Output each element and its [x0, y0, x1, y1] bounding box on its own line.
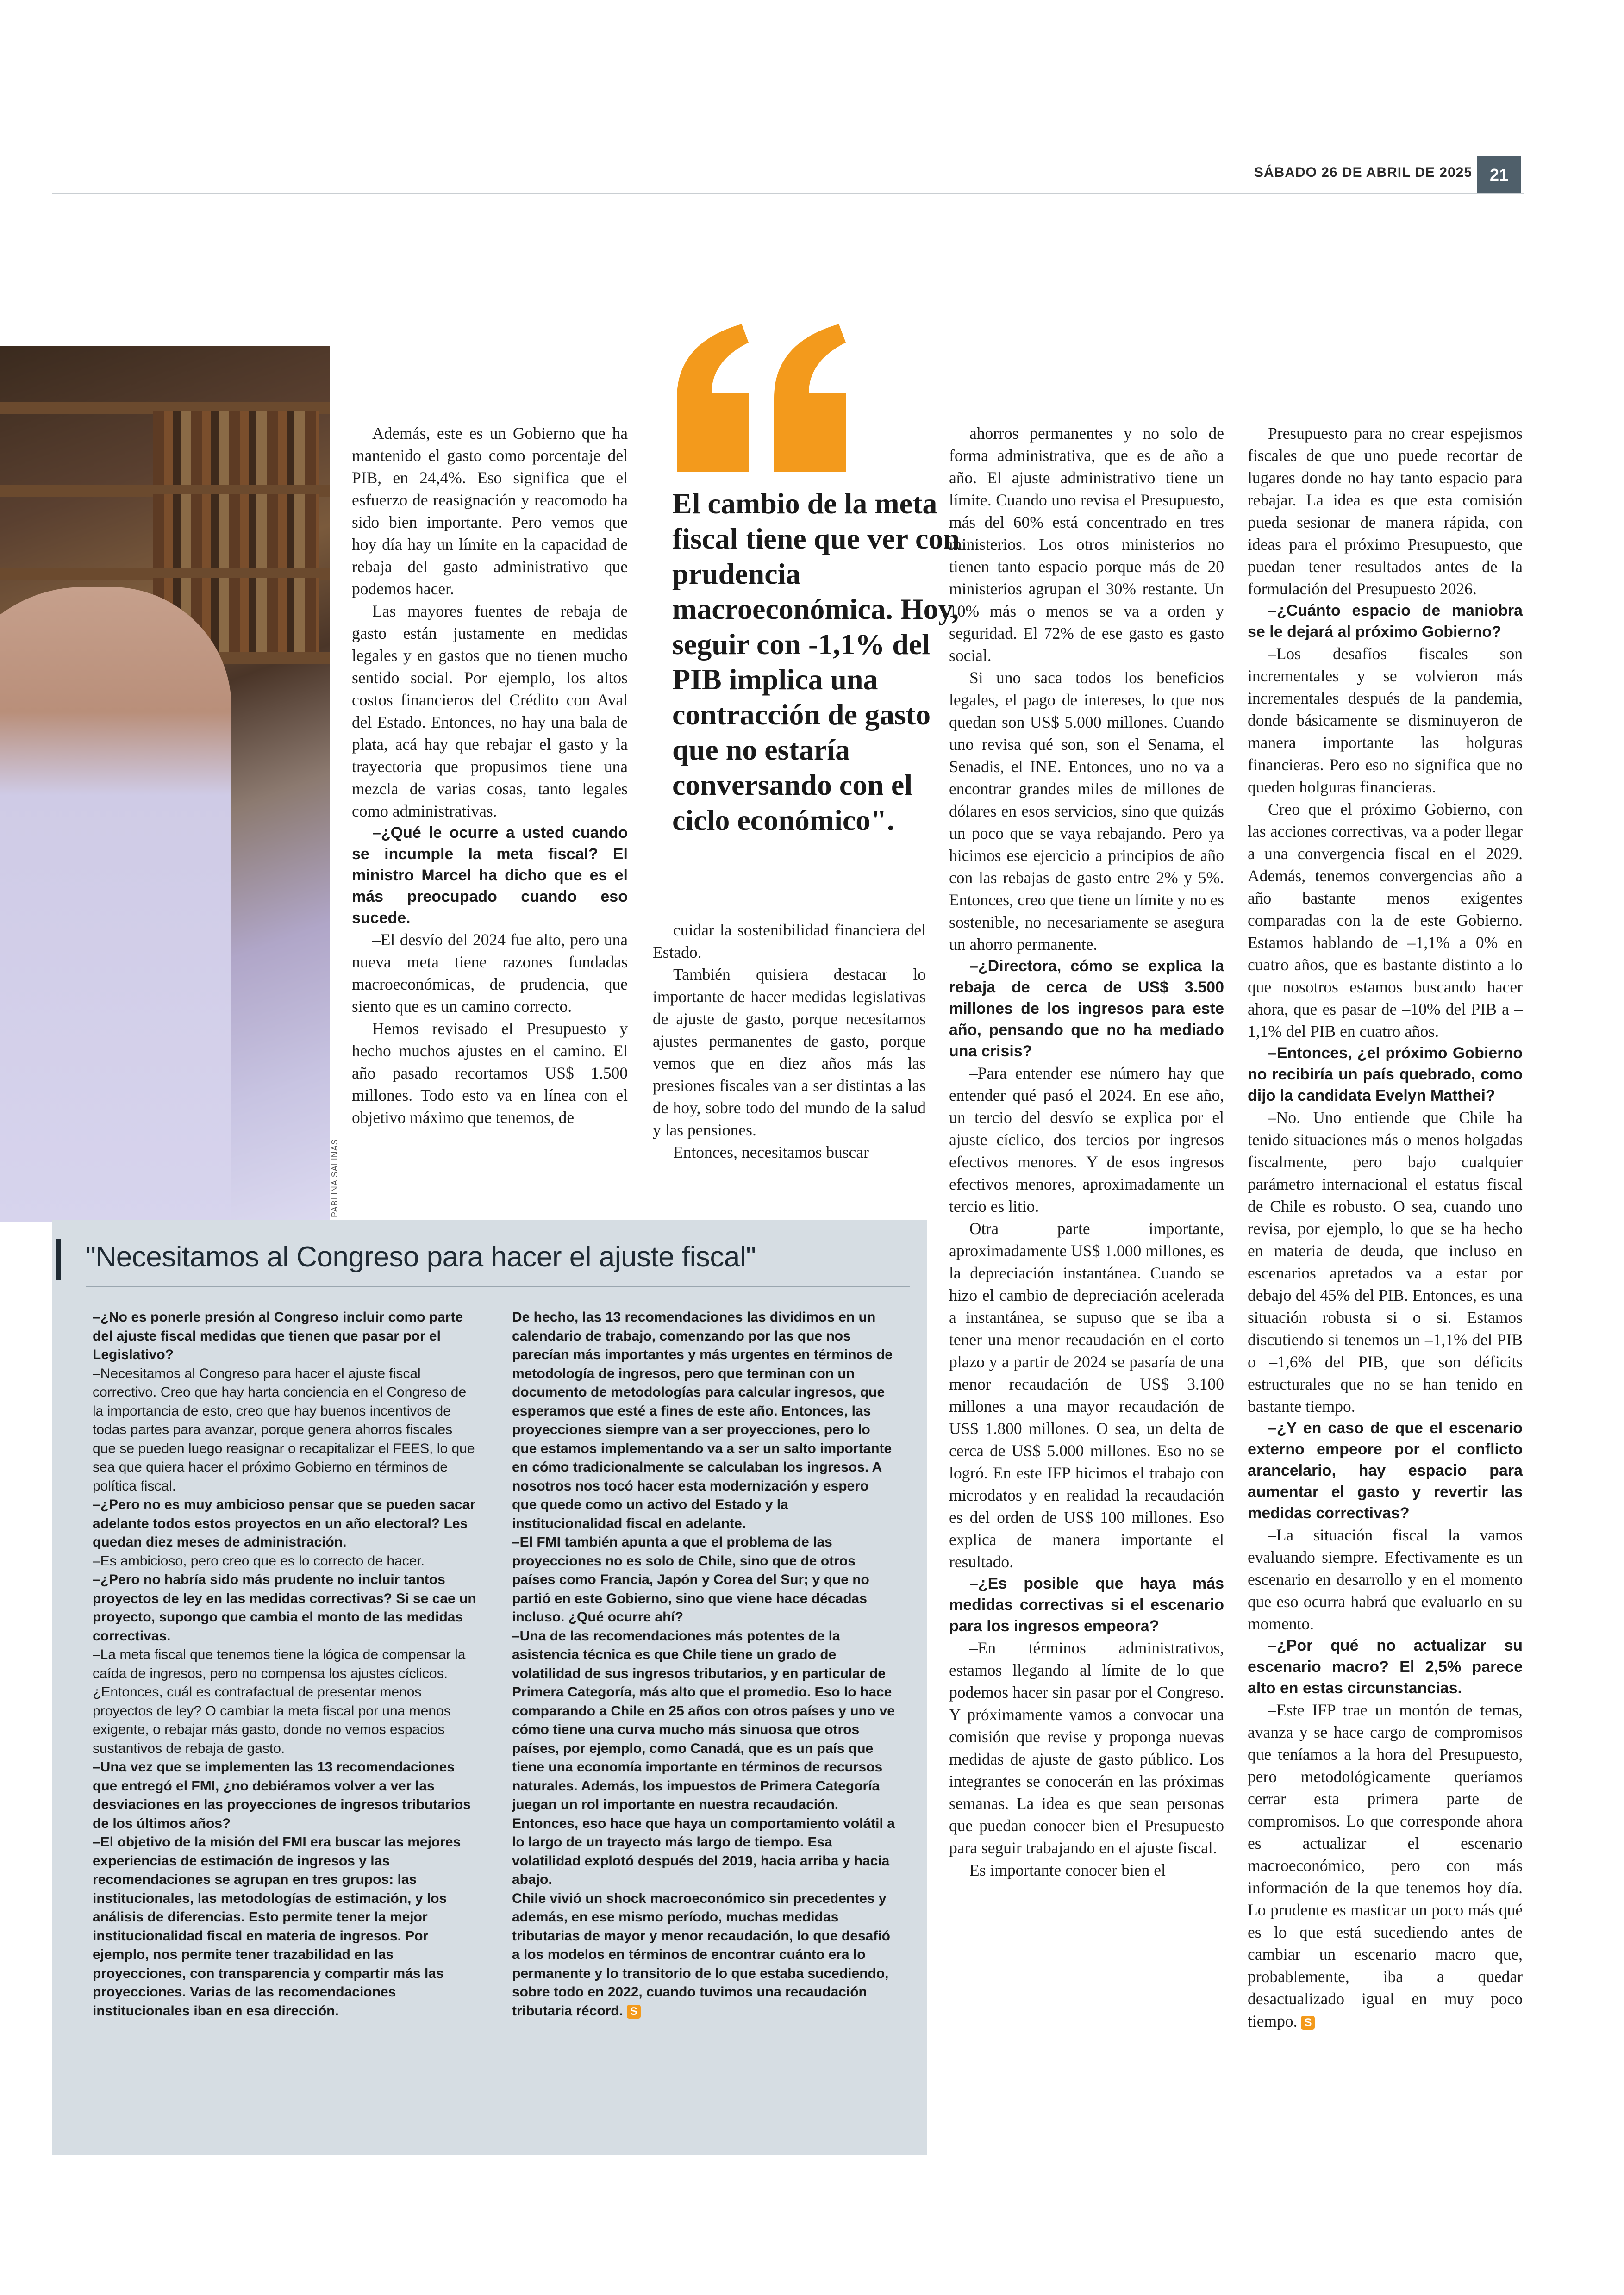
answer-paragraph: Es importante conocer bien el — [969, 1861, 1166, 1879]
answer-paragraph: –Es ambicioso, pero creo que es lo correcto de hacer. — [93, 1553, 425, 1569]
sidebar-title: "Necesitamos al Congreso para hacer el ajuste fiscal" — [86, 1241, 756, 1273]
question-paragraph: –El objetivo de la misión del FMI era buscar las mejores experiencias de estimación de ingresos y las recomendaciones se agrupan en tres grupos: las institucionales, las metodologías de estimación, y los análisis de diferencias. Esto permite tener la mejor institucionalidad fiscal en materia de ingresos. Por ejemplo, nos permite tener trazabilidad en las proyecciones, con transparencia y compartir más las proyecciones. Varias de las recomendaciones institucionales iban en esa dirección. — [93, 1834, 461, 2019]
answer-paragraph: –Para entender ese número hay que entender qué pasó el 2024. En ese año, un tercio del desvío se explica por el ajuste cíclico, dos tercios por ingresos efectivos menores. Y de esos ingresos efectivos menores, aproximadamente un tercio es litio. — [949, 1064, 1224, 1216]
question-paragraph: –¿Directora, cómo se explica la rebaja de cerca de US$ 3.500 millones de los ingresos para este año, pensando que no ha mediado una crisis? — [949, 957, 1224, 1060]
article-column-4 — [1248, 422, 1523, 2032]
person-figure — [0, 587, 231, 1222]
question-paragraph: –¿Pero no es muy ambicioso pensar que se pueden sacar adelante todos estos proyectos en un año electoral? Les quedan diez meses de administración. — [93, 1497, 475, 1550]
question-paragraph: –¿Pero no habría sido más prudente no incluir tantos proyectos de ley en las medidas correctivas? Si se cae un proyecto, supongo que cambia el monto de las medidas correctivas. — [93, 1572, 476, 1644]
answer-paragraph: Creo que el próximo Gobierno, con las acciones correctivas, va a poder llegar a una convergencia fiscal en el 2029. Además, tenemos convergencias año a año bastante menos exigentes comparadas con la de este Gobierno. Estamos hablando de –1,1% a 0% en cuatro años, que es bastante distinto a lo que nosotros estamos buscando hacer ahora, que es pasar de –10% del PIB a –1,1% del PIB en cuatro años. — [1248, 800, 1523, 1041]
question-paragraph: –¿Por qué no actualizar su escenario macro? El 2,5% parece alto en estas circunstancias. — [1248, 1637, 1523, 1697]
question-paragraph: –Una vez que se implementen las 13 recomendaciones que entregó el FMI, ¿no debiéramos volver a ver las desviaciones en las proyecciones de ingresos tributarios de los últimos años? — [93, 1759, 471, 1831]
question-paragraph: –¿No es ponerle presión al Congreso incluir como parte del ajuste fiscal medidas que tienen que pasar por el Legislativo? — [93, 1310, 463, 1362]
article-column-1 — [352, 422, 628, 1129]
answer-paragraph: También quisiera destacar lo importante de hacer medidas legislativas de ajuste de gasto, porque necesitamos ajustes permanentes de gasto, porque vemos que en diez años más las presiones fiscales van a ser distintas a las de hoy, sobre todo del mundo de la salud y las pensiones. — [653, 965, 926, 1139]
sidebar-rule — [86, 1286, 910, 1287]
header-rule — [52, 193, 1524, 194]
answer-paragraph: –Los desafíos fiscales son incrementales y se volvieron más incrementales después de la pandemia, donde básicamente se disminuyeron de manera importante las holguras financieras. Pero eso no significa que no queden holguras financieras. — [1248, 644, 1523, 796]
question-paragraph: –¿Es posible que haya más medidas correctivas si el escenario para los ingresos empeora? — [949, 1575, 1224, 1635]
sidebar-column-1 — [93, 1308, 477, 2021]
quote-mark-icon — [672, 324, 857, 477]
answer-paragraph: –No. Uno entiende que Chile ha tenido situaciones más o menos holgadas fiscalmente, pero bajo cualquier parámetro internacional el estatus fiscal de Chile es robusto. O sea, cuando uno revisa, por ejemplo, lo que se ha hecho en materia de deuda, que incluso en escenarios apretados va a estar por debajo del 45% del PIB. Entonces, es una situación robusta si o si. Estamos discutiendo si tenemos un –1,1% del PIB o –1,6% del PIB, que son déficits estructurales que no se han tenido en bastante tiempo. — [1248, 1108, 1523, 1416]
question-paragraph: –Entonces, ¿el próximo Gobierno no recibiría un país quebrado, como dijo la candidata Evelyn Matthei? — [1248, 1044, 1523, 1104]
photo-credit: PABLINA SALINAS — [330, 1139, 339, 1217]
answer-paragraph: Entonces, necesitamos buscar — [673, 1143, 869, 1161]
answer-paragraph: –Necesitamos al Congreso para hacer el ajuste fiscal correctivo. Creo que hay harta conciencia en el Congreso de la importancia de esto, creo que hay buenos incentivos de todas partes para avanzar, porque genera ahorros fiscales que se pueden luego reasignar o recapitalizar el FEES, lo que sea que quiera hacer el próximo Gobierno en términos de política fiscal. — [93, 1366, 475, 1494]
question-paragraph: –Una de las recomendaciones más potentes de la asistencia técnica es que Chile tiene un grado de volatilidad de sus ingresos tributarios, y en particular de Primera Categoría, más alto que el promedio. Eso lo hace comparando a Chile en 25 años con otros países y uno ve cómo tiene una curva mucho más sinuosa que otros países, por ejemplo, como Canadá, que es un país que tiene una economía importante en términos de recursos naturales. Además, los impuestos de Primera Categoría juegan un rol importante en nuestra recaudación. Entonces, eso hace que haya un comportamiento volátil a lo largo de un trayecto más largo de tiempo. Esa volatilidad explotó después del 2019, hacia arriba y hacia abajo. — [512, 1628, 895, 1887]
answer-paragraph: Las mayores fuentes de rebaja de gasto están justamente en medidas legales y en gastos que no tienen mucho sentido social. Por ejemplo, los altos costos financieros del Crédito con Aval del Estado. Entonces, no hay una bala de plata, acá hay que rebajar el gasto y la trayectoria que propusimos tiene una mezcla de varias cosas, tanto legales como administrativas. — [352, 602, 628, 820]
question-paragraph: –¿Cuánto espacio de maniobra se le dejará al próximo Gobierno? — [1248, 602, 1523, 641]
question-paragraph: –¿Qué le ocurre a usted cuando se incumple la meta fiscal? El ministro Marcel ha dicho que es el más preocupado cuando eso sucede. — [352, 824, 628, 927]
answer-paragraph: –La meta fiscal que tenemos tiene la lógica de compensar la caída de ingresos, pero no compensa los ajustes cíclicos. ¿Entonces, cuál es contrafactual de presentar menos proyectos de ley? O cambiar la meta fiscal por una menos exigente, o rebajar más gasto, donde no vemos espacios sustantivos de rebaja de gasto. — [93, 1647, 466, 1756]
answer-paragraph: cuidar la sostenibilidad financiera del Estado. — [653, 921, 926, 961]
end-mark-icon: S — [627, 2005, 641, 2019]
answer-paragraph: –Este IFP trae un montón de temas, avanza y se hace cargo de compromisos que teníamos a la hora del Presupuesto, pero metodológicamente queríamos cerrar esta primera parte de compromisos. Lo que corresponde ahora es actualizar el escenario macroeconómico, pero con más información de la que tenemos hoy día. Lo prudente es masticar un poco más qué es lo que está sucediendo antes de cambiar un escenario macro que, probablemente, iba a quedar desactualizado igual en muy poco tiempo. S — [1248, 1701, 1523, 2030]
question-paragraph: Chile vivió un shock macroeconómico sin precedentes y además, en ese mismo período, muchas medidas tributarias de mayor y menor recaudación, lo que desafió a los modelos en términos de encontrar cuánto era lo permanente y lo transitorio de lo que estaba sucediendo, sobre todo en 2022, cuando tuvimos una recaudación tributaria récord. S — [512, 1890, 890, 2019]
sidebar-column-2 — [512, 1308, 896, 2021]
answer-paragraph: Hemos revisado el Presupuesto y hecho muchos ajustes en el camino. El año pasado recortamos US$ 1.500 millones. Todo esto va en línea con el objetivo máximo que tenemos, de — [352, 1019, 628, 1127]
article-column-2 — [653, 919, 926, 1163]
end-mark-icon: S — [1301, 2016, 1315, 2030]
article-column-3 — [949, 422, 1224, 1881]
page-number: 21 — [1477, 156, 1521, 193]
answer-paragraph: Si uno saca todos los beneficios legales, el pago de intereses, lo que nos quedan son US$ 5.000 millones. Cuando uno revisa qué son, son el Senama, el Senadis, el INE. Entonces, uno no va a encontrar grandes miles de millones de dólares en esos servicios, sino que quizás un poco que se vaya rebajando. Pero ya hicimos ese ejercicio a principios de año con las rebajas de gasto entre 2% y 5%. Entonces, creo que tiene un límite y no es sostenible, no necesariamente se asegura un ahorro permanente. — [949, 668, 1224, 954]
answer-paragraph: Otra parte importante, aproximadamente US$ 1.000 millones, es la depreciación instantánea. Cuando se hizo el cambio de depreciación acelerada a instantánea, se supuso que se iba a tener una menor recaudación en el corto plazo y a partir de 2024 se pasaría de una menor recaudación de US$ 3.100 millones a una mayor recaudación de US$ 1.800 millones. O sea, un delta de cerca de US$ 5.000 millones. Eso no se logró. En este IFP hicimos el trabajo con microdatos y en realidad la recaudación es del orden de US$ 100 millones. Eso explica de manera importante el resultado. — [949, 1219, 1224, 1571]
question-paragraph: –¿Y en caso de que el escenario externo empeore por el conflicto arancelario, hay espacio para aumentar el gasto y revertir las medidas correctivas? — [1248, 1419, 1523, 1522]
pull-quote: El cambio de la meta fiscal tiene que ver con prudencia macroeconómica. Hoy, seguir con -1,1% del PIB implica una contracción de gasto que no estaría conversando con el ciclo económico". — [672, 487, 960, 836]
answer-paragraph: –El desvío del 2024 fue alto, pero una nueva meta tiene razones fundadas macroeconómicas, de prudencia, que siento que es un camino correcto. — [352, 930, 628, 1016]
answer-paragraph: –En términos administrativos, estamos llegando al límite de lo que podemos hacer sin pasar por el Congreso. Y próximamente vamos a convocar una comisión que revise y proponga nuevas medidas de ajuste de gasto público. Los integrantes se conocerán en las próximas semanas. La idea es que sean personas que puedan conocer bien el Presupuesto para seguir trabajando en el ajuste fiscal. — [949, 1639, 1224, 1857]
issue-date: SÁBADO 26 DE ABRIL DE 2025 — [1254, 165, 1472, 180]
interview-photo — [0, 346, 330, 1222]
question-paragraph: –El FMI también apunta a que el problema de las proyecciones no es solo de Chile, sino que de otros países como Francia, Japón y Corea del Sur; y que no partió en este Gobierno, sino que viene hace décadas incluso. ¿Qué ocurre ahí? — [512, 1534, 869, 1625]
sidebar-title-bar — [56, 1239, 61, 1280]
answer-paragraph: Además, este es un Gobierno que ha mantenido el gasto como porcentaje del PIB, en 24,4%. Eso significa que el esfuerzo de reasignación y reacomodo ha sido bien importante. Pero vemos que hoy día hay un límite en la capacidad de rebaja del gasto administrativo que podemos hacer. — [352, 424, 628, 598]
answer-paragraph: –La situación fiscal la vamos evaluando siempre. Efectivamente es un escenario en desarrollo y en el momento que eso ocurra habrá que evaluarlo en su momento. — [1248, 1526, 1523, 1633]
answer-paragraph: ahorros permanentes y no solo de forma administrativa, que es de año a año. El ajuste administrativo tiene un límite. Cuando uno revisa el Presupuesto, más del 60% está concentrado en tres ministerios. Los otros ministerios no tienen tanto espacio porque más de 20 ministerios agrupan el 30% restante. Un 10% más o menos se va a orden y seguridad. El 72% de ese gasto es gasto social. — [949, 424, 1224, 665]
answer-paragraph: Presupuesto para no crear espejismos fiscales de que uno puede recortar de lugares donde no hay tanto espacio para rebajar. La idea es que esta comisión pueda sesionar de manera rápida, con ideas para el próximo Presupuesto, que puedan tener resultados antes de la formulación del Presupuesto 2026. — [1248, 424, 1523, 598]
question-paragraph: De hecho, las 13 recomendaciones las dividimos en un calendario de trabajo, comenzando por las que nos parecían más importantes y más urgentes en términos de metodología de ingresos, pero que terminan con un documento de metodologías para calcular ingresos, que esperamos que esté a fines de este año. Entonces, las proyecciones siempre van a ser proyecciones, pero lo que estamos implementando va a ser un salto importante en cómo tradicionalmente se calculaban los ingresos. A nosotros nos tocó hacer esta modernización y espero que quede como un activo del Estado y la institucionalidad fiscal en adelante. — [512, 1310, 893, 1531]
